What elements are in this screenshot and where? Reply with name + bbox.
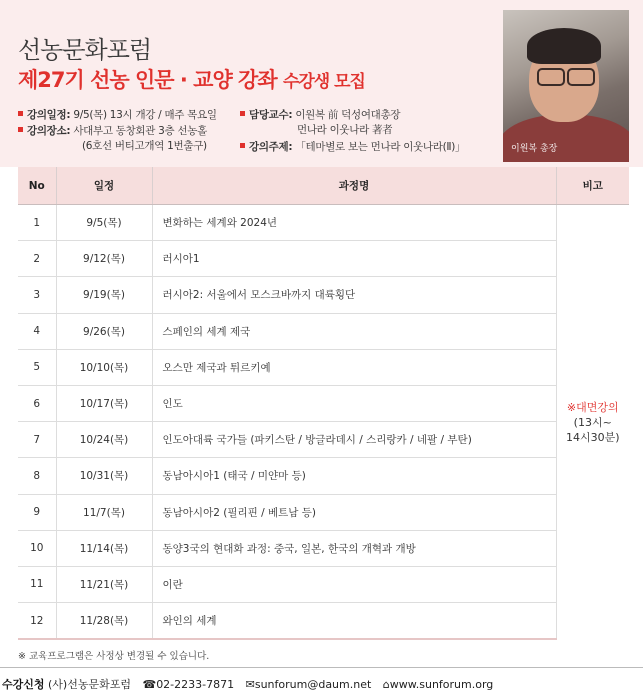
row-no: 8 (18, 458, 56, 494)
org-name: 선농문화포럼 (18, 36, 152, 64)
row-date: 11/14(목) (56, 530, 152, 566)
table-row (18, 313, 629, 349)
professor-value-2: 먼나라 이웃나라 著者 (297, 124, 393, 136)
note-line-1: ※대면강의 (566, 400, 619, 414)
table-row (18, 385, 629, 421)
footer-bar (0, 667, 643, 696)
place-label: 강의장소: (27, 125, 71, 137)
table-row (18, 241, 629, 277)
row-title: 동남아시아1 (태국 / 미얀마 등) (152, 458, 556, 494)
row-date: 11/28(목) (56, 603, 152, 640)
header-note: 비고 (556, 167, 629, 205)
schedule-info (18, 108, 217, 123)
row-no: 10 (18, 530, 56, 566)
professor-label: 담당교수: (249, 109, 293, 121)
row-no: 1 (18, 205, 56, 241)
bullet-icon (18, 111, 23, 116)
row-no: 2 (18, 241, 56, 277)
footer-email[interactable]: sunforum@daum.net (254, 678, 372, 691)
row-date: 10/31(목) (56, 458, 152, 494)
row-title: 오스만 제국과 튀르키예 (152, 349, 556, 385)
row-title: 인도 (152, 385, 556, 421)
note-line-3: 14시30분) (565, 430, 620, 444)
table-row (18, 494, 629, 530)
row-no: 5 (18, 349, 56, 385)
place-info (18, 124, 207, 154)
row-no: 9 (18, 494, 56, 530)
note-cell (556, 205, 629, 640)
row-no: 4 (18, 313, 56, 349)
table-row (18, 458, 629, 494)
footnote: ※ 교육프로그램은 사정상 변경될 수 있습니다. (18, 651, 210, 662)
apply-info (2, 676, 493, 692)
schedule-label: 강의일정: (27, 109, 71, 121)
schedule-value: 9/5(목) 13시 개강 / 매주 목요일 (73, 109, 217, 121)
photo-caption: 이원복 총장 (511, 144, 558, 154)
row-title: 이란 (152, 566, 556, 602)
topic-label: 강의주제: (249, 141, 293, 153)
row-title: 러시아1 (152, 241, 556, 277)
bullet-icon (240, 111, 245, 116)
professor-info (240, 108, 400, 138)
place-value: 사대부고 동창회관 3층 선농홀 (73, 125, 207, 137)
bullet-icon (18, 127, 23, 132)
row-title: 동양3국의 현대화 과정: 중국, 일본, 한국의 개혁과 개방 (152, 530, 556, 566)
phone-icon: ☎ (142, 678, 157, 691)
row-title: 러시아2: 서울에서 모스크바까지 대륙횡단 (152, 277, 556, 313)
row-date: 11/7(목) (56, 494, 152, 530)
schedule-table (18, 167, 629, 640)
table-row (18, 349, 629, 385)
page-title (18, 64, 365, 94)
professor-value: 이원복 前 덕성여대총장 (295, 109, 401, 121)
row-date: 9/26(목) (56, 313, 152, 349)
lecturer-photo (503, 10, 629, 162)
row-title: 와인의 세계 (152, 603, 556, 640)
mail-icon: ✉ (245, 678, 255, 691)
table-row (18, 566, 629, 602)
headline-sub: 수강생 모집 (282, 72, 365, 92)
footer-phone: 02-2233-7871 (156, 678, 235, 691)
home-icon: ⌂ (382, 678, 390, 691)
header-date: 일정 (56, 167, 152, 205)
row-date: 9/19(목) (56, 277, 152, 313)
place-value-2: (6호선 버티고개역 1번출구) (82, 140, 207, 152)
header-title: 과정명 (152, 167, 556, 205)
header-no: No (18, 167, 56, 205)
row-date: 10/10(목) (56, 349, 152, 385)
table-header-row (18, 167, 629, 205)
row-no: 7 (18, 422, 56, 458)
table-row (18, 603, 629, 640)
topic-value: 「테마별로 보는 먼나라 이웃나라(Ⅱ)」 (295, 141, 466, 153)
table-row (18, 205, 629, 241)
row-date: 9/12(목) (56, 241, 152, 277)
row-no: 6 (18, 385, 56, 421)
footer-website[interactable]: www.sunforum.org (389, 678, 494, 691)
row-no: 11 (18, 566, 56, 602)
bullet-icon (240, 143, 245, 148)
row-title: 스페인의 세계 제국 (152, 313, 556, 349)
table-row (18, 277, 629, 313)
note-line-2: (13시~ (573, 415, 612, 429)
row-date: 10/17(목) (56, 385, 152, 421)
headline-main: 제27기 선농 인문 · 교양 강좌 (18, 68, 277, 92)
table-row (18, 422, 629, 458)
apply-label: 수강신청 (2, 678, 45, 691)
row-title: 변화하는 세계와 2024년 (152, 205, 556, 241)
row-no: 12 (18, 603, 56, 640)
row-date: 11/21(목) (56, 566, 152, 602)
footer-org: (사)선농문화포럼 (48, 678, 131, 691)
row-date: 10/24(목) (56, 422, 152, 458)
row-date: 9/5(목) (56, 205, 152, 241)
row-no: 3 (18, 277, 56, 313)
topic-info (240, 140, 465, 155)
row-title: 인도아대륙 국가들 (파키스탄 / 방글라데시 / 스리랑카 / 네팔 / 부탄) (152, 422, 556, 458)
row-title: 동남아시아2 (필리핀 / 베트남 등) (152, 494, 556, 530)
table-row (18, 530, 629, 566)
